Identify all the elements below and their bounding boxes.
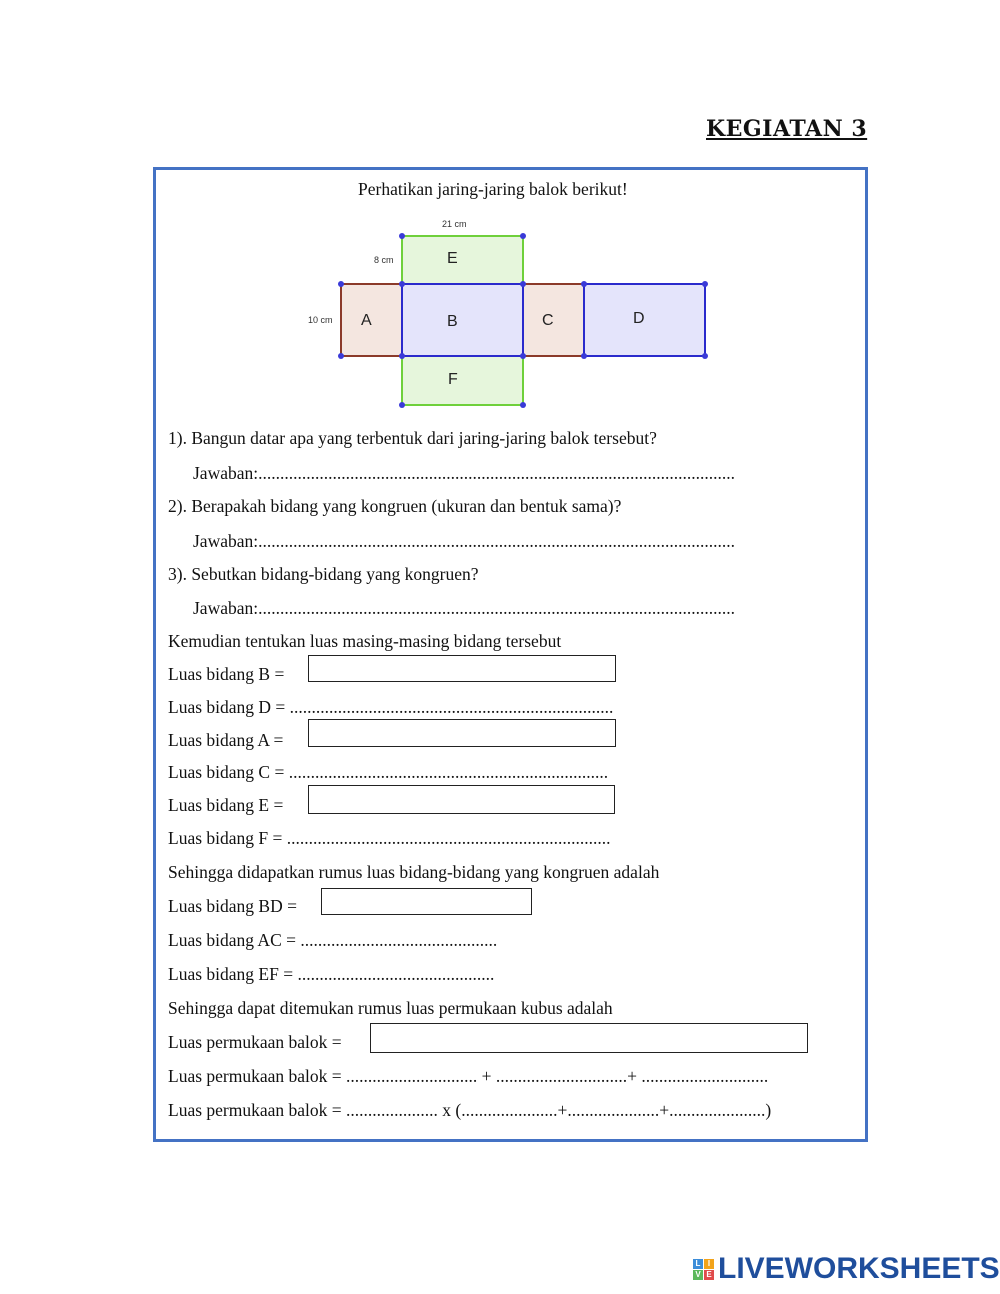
area-d-line[interactable]: Luas bidang D = .......................................................................... — [168, 697, 614, 717]
page-heading: KEGIATAN 3 — [706, 116, 868, 142]
surface-line-2[interactable]: Luas permukaan balok = .............................. + ..............................+ ............................. — [168, 1066, 769, 1086]
face-label-c: C — [542, 312, 554, 329]
face-b — [402, 284, 523, 356]
area-a-input[interactable] — [308, 719, 616, 747]
congruent-intro: Sehingga didapatkan rumus luas bidang-bidang yang kongruen adalah — [168, 862, 660, 882]
surface-line-1-label: Luas permukaan balok = — [168, 1032, 342, 1052]
face-label-f: F — [448, 371, 458, 388]
question-1: 1). Bangun datar apa yang terbentuk dari jaring-jaring balok tersebut? — [168, 428, 657, 448]
area-bd-label: Luas bidang BD = — [168, 896, 297, 916]
dim-left-label: 10 cm — [308, 315, 333, 325]
face-label-e: E — [447, 250, 458, 267]
area-e-input[interactable] — [308, 785, 615, 814]
question-3: 3). Sebutkan bidang-bidang yang kongruen? — [168, 564, 479, 584]
area-e-label: Luas bidang E = — [168, 795, 284, 815]
surface-line-3[interactable]: Luas permukaan balok = ..................... x (......................+.....................+......................) — [168, 1100, 772, 1120]
surface-intro: Sehingga dapat ditemukan rumus luas permukaan kubus adalah — [168, 998, 613, 1018]
intro-text: Perhatikan jaring-jaring balok berikut! — [358, 179, 628, 199]
surface-formula-input[interactable] — [370, 1023, 808, 1053]
face-label-b: B — [447, 313, 458, 330]
area-c-line[interactable]: Luas bidang C = ......................................................................... — [168, 762, 609, 782]
dim-side-label: 8 cm — [374, 255, 394, 265]
area-bd-input[interactable] — [321, 888, 532, 915]
face-e — [402, 236, 523, 284]
dim-top-label: 21 cm — [442, 219, 467, 229]
answer-2-line[interactable]: Jawaban:............................................................................................................. — [193, 531, 735, 551]
answer-1-line[interactable]: Jawaban:............................................................................................................. — [193, 463, 735, 483]
cuboid-net-diagram — [300, 212, 720, 412]
face-label-a: A — [361, 312, 372, 329]
logo-text: LIVEWORKSHEETS — [718, 1252, 1000, 1285]
logo-mark-icon: L I V E — [693, 1259, 714, 1280]
answer-3-line[interactable]: Jawaban:............................................................................................................. — [193, 598, 735, 618]
face-label-d: D — [633, 310, 645, 327]
face-f — [402, 356, 523, 405]
area-b-label: Luas bidang B = — [168, 664, 285, 684]
area-f-line[interactable]: Luas bidang F = .......................................................................... — [168, 828, 611, 848]
area-a-label: Luas bidang A = — [168, 730, 284, 750]
area-ac-line[interactable]: Luas bidang AC = ............................................. — [168, 930, 498, 950]
area-ef-line[interactable]: Luas bidang EF = ............................................. — [168, 964, 495, 984]
area-intro: Kemudian tentukan luas masing-masing bidang tersebut — [168, 631, 562, 651]
question-2: 2). Berapakah bidang yang kongruen (ukuran dan bentuk sama)? — [168, 496, 622, 516]
liveworksheets-logo — [693, 1254, 1000, 1284]
area-b-input[interactable] — [308, 655, 616, 682]
